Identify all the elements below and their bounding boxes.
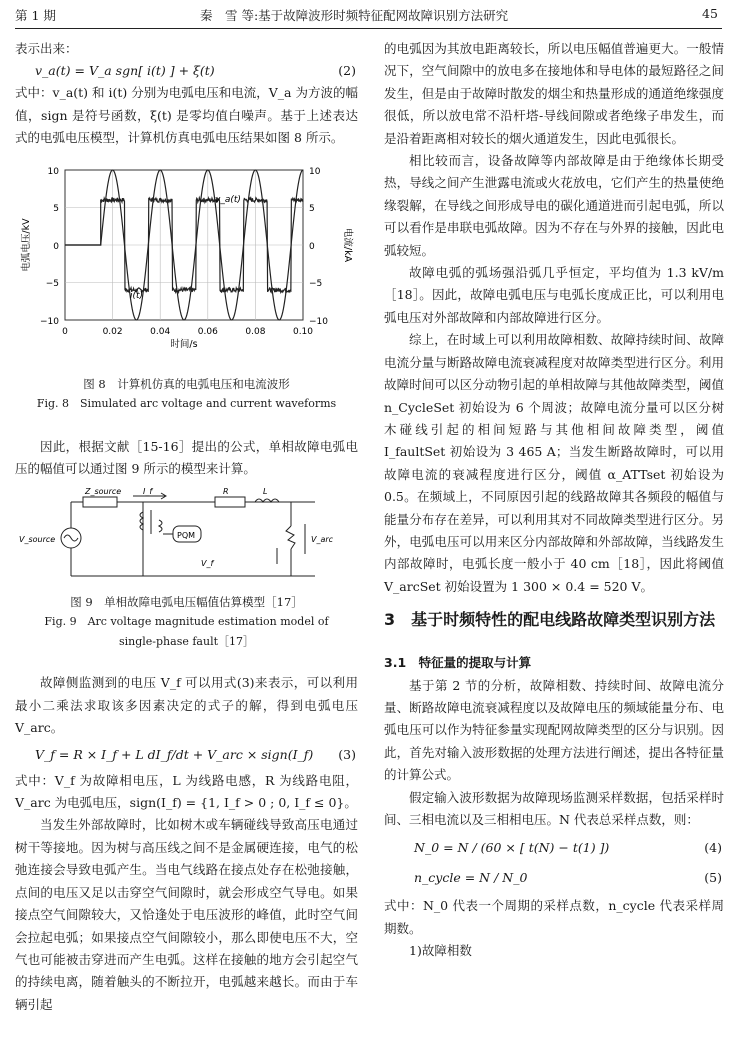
figure-9-circuit (15, 486, 358, 586)
equation-4 (384, 837, 724, 859)
source-impedance (83, 497, 117, 507)
right-paragraph-4: 综上，在时域上可以利用故障相数、故障持续时间、故障电流分量与断路故障电流衰减程度对故障类型进行区分。利用故障时间可以区分动物引起的单相故障与其他故障类型，阈值 n_CycleSet 初始设为 6 个周波；故障电流分量可以区分树木碰线引起的相间短路与其他相间故障类型，阈值 I_faultSet 初始设为 3 465 A；当发生断路故障时，可以用故障电流的衰减程度进行区分，阈值 α_ATTset 初始设为 0.5。在频域上，不同原因引起的线路故障其各频段的幅值与能量分布存在差异，可以利用其对不同故障类型进行区分。另外，电弧电压可以用来区分内部故障和外部故障，当线路发生内部故障时，电弧长度一般小于 40 cm［18］，因此将阈值 V_arcSet 初始设置为 1 300 × 0.4 = 520 V。 (384, 332, 724, 594)
equation-5-number: (5) (704, 870, 722, 886)
xtick-0.02: 0.02 (102, 326, 123, 337)
equation-4-number: (4) (704, 840, 722, 856)
right-paragraph-2: 相比较而言，设备故障等内部故障是由于绝缘体长期受热，导线之间产生泄露电流或火花放电，它们产生的热量使绝缘裂解，在导线之间形成导电的碳化通道进而引起电弧，所以可以看作是串联电弧故障。因为不存在与外界的接触，因此电弧较短。 (384, 153, 724, 258)
ytick-left-5: 5 (53, 203, 59, 214)
equation-5 (384, 867, 724, 889)
equation-5-body: n_cycle = N / N_0 (414, 870, 528, 886)
arc-symbol (286, 526, 295, 549)
label-pqm: PQM (177, 531, 196, 541)
label-varc: V_arc (311, 535, 334, 545)
left-column (15, 38, 358, 1016)
ytick-right-0: 0 (309, 241, 315, 252)
right-paragraph-1: 的电弧因为其放电距离较长，所以电压幅值普遍更大。一般情况下，空气间隙中的放电多在接地体和导电体的最短路径之间发生，但是由于故障时散发的烟尘和热量形成的通道绝缘强度很低，所以放电常不沿杆塔-导线间隙或者绝缘子串发生，而是沿着距离相对较长的烟火通道发生，因此电弧很长。 (384, 41, 724, 146)
ytick-left-10: 10 (47, 166, 59, 177)
figure-9-caption-en-2: single-phase fault［17］ (118, 635, 255, 649)
figure-9-caption-en-1: Fig. 9 Arc voltage magnitude estimation model of (44, 615, 329, 629)
left-paragraph-2: 式中：v_a(t) 和 i(t) 分别为电弧电压和电流，V_a 为方波的幅值，sign 是符号函数，ξ(t) 是零均值白噪声。基于上述表达式的电弧电压模型，计算机仿真电弧电压结果如图 8 所示。 (15, 85, 358, 146)
header-page-number: 45 (702, 6, 718, 21)
figure-9 (15, 486, 358, 586)
equation-2-number: (2) (338, 63, 356, 79)
label-vf: V_f (201, 559, 214, 569)
x-axis-label: 时间/s (170, 338, 198, 350)
ytick-right-5: 5 (309, 203, 315, 214)
right-paragraph-3: 故障电弧的弧场强沿弧几乎恒定，平均值为 1.3 kV/m［18］。因此，故障电弧电压与电弧长度成正比，可以利用电弧电压对外部故障和内部故障进行区分。 (384, 265, 724, 325)
equation-4-body: N_0 = N / (60 × [ t(N) − t(1) ]) (414, 840, 610, 856)
right-paragraph-6: 假定输入波形数据为故障现场监测采样数据，包括采样时间、三相电流以及三相相电压。N 代表总采样点数，则： (384, 789, 724, 827)
y-axis-label-right: 电流/kA (342, 227, 353, 262)
equation-3-number: (3) (338, 746, 356, 762)
xtick-0.04: 0.04 (150, 326, 171, 337)
xtick-0: 0 (62, 326, 68, 337)
section-3-heading: 3 基于时频特性的配电线路故障类型识别方法 (384, 610, 716, 630)
label-zsource: Z_source (85, 487, 122, 497)
label-current: i(t) (130, 290, 144, 301)
ytick-right-10: 10 (309, 166, 321, 177)
left-paragraph-4: 故障侧监测到的电压 V_f 可以用式(3)来表示，可以利用最小二乘法求取该多因素决定的式子的解，得到电弧电压 V_arc。 (15, 675, 358, 736)
ytick-left-minus10: −10 (40, 316, 59, 327)
figure-9-caption-zh: 图 9 单相故障电弧电压幅值估算模型［17］ (70, 595, 303, 610)
resistor (215, 497, 245, 507)
left-paragraph-6: 当发生外部故障时，比如树木或车辆碰线导致高压电通过树干等接地。因为树与高压线之间不是金属硬连接，电气的松弛连接会导致电弧产生。当电气线路在接点处存在松弛接触，点间的电压又足以击穿空气间隙时，就会形成空气导电。如果接点空气间隙较大，又恰逢处于电压波形的峰值，此时空气间会拉起电弧；如果接点空气间隙较小，那么即使电压不大，空气也可能被击穿进而产生电弧。这样在接触的地方会引起空气的持续电离，随着触头的不断拉开，电弧越来越长。而由于车辆引起 (15, 817, 358, 1012)
xtick-0.08: 0.08 (245, 326, 266, 337)
ytick-right-minus10: −10 (309, 316, 328, 327)
header-issue: 第 1 期 (15, 8, 56, 23)
header-rule (15, 28, 722, 29)
ytick-right-minus5: −5 (309, 278, 323, 289)
figure-8 (15, 162, 358, 374)
figure-8-caption-en: Fig. 8 Simulated arc voltage and current waveforms (36, 396, 337, 410)
header-title: 秦 雪 等:基于故障波形时频特征配网故障识别方法研究 (200, 8, 509, 23)
label-vsource: V_source (19, 535, 56, 545)
ytick-left-0: 0 (53, 241, 59, 252)
right-column (384, 38, 724, 963)
right-paragraph-5: 基于第 2 节的分析，故障相数、持续时间、故障电流分量、断路故障电流衰减程度以及故障电压的频域能量分布、电弧电压可以作为特征参量实现配网故障类型的区分与识别。因此，首先对输入波形数据的处理方法进行阐述，提出各特征量的计算公式。 (384, 677, 724, 783)
equation-2-body: v_a(t) = V_a sgn[ i(t) ] + ξ(t) (35, 63, 215, 79)
label-if: I_f (143, 487, 153, 497)
source-symbol (64, 535, 78, 541)
equation-2 (15, 60, 358, 82)
y-axis-label-left: 电弧电压/kV (21, 218, 32, 272)
figure-8-caption-zh: 图 8 计算机仿真的电弧电压和电流波形 (83, 376, 290, 391)
equation-3-body: V_f = R × I_f + L dI_f/dt + V_arc × sign(I_f) (35, 746, 314, 762)
ytick-left-minus5: −5 (45, 278, 59, 289)
right-paragraph-7: 式中：N_0 代表一个周期的采样点数，n_cycle 代表采样周期数。 (384, 898, 724, 936)
label-arc-voltage: v_a(t) (215, 194, 241, 205)
section-3-1-heading: 3.1 特征量的提取与计算 (384, 655, 532, 671)
label-l: L (263, 487, 268, 497)
equation-3 (15, 744, 358, 766)
xtick-0.10: 0.10 (292, 326, 314, 337)
left-paragraph-5: 式中：V_f 为故障相电压，L 为线路电感，R 为线路电阻，V_arc 为电弧电压，sign(I_f) = {1, I_f > 0 ; 0, I_f ≤ 0}。 (15, 772, 358, 811)
figure-8-chart (15, 162, 358, 374)
pt-coil (159, 520, 162, 532)
left-paragraph-3: 因此，根据文献［15-16］提出的公式，单相故障电弧电压的幅值可以通过图 9 所示的模型来计算。 (15, 438, 358, 477)
xtick-0.06: 0.06 (197, 326, 218, 337)
right-paragraph-8: 1)故障相数 (409, 943, 472, 959)
label-r: R (223, 487, 229, 497)
left-paragraph-1: 表示出来： (15, 41, 78, 56)
